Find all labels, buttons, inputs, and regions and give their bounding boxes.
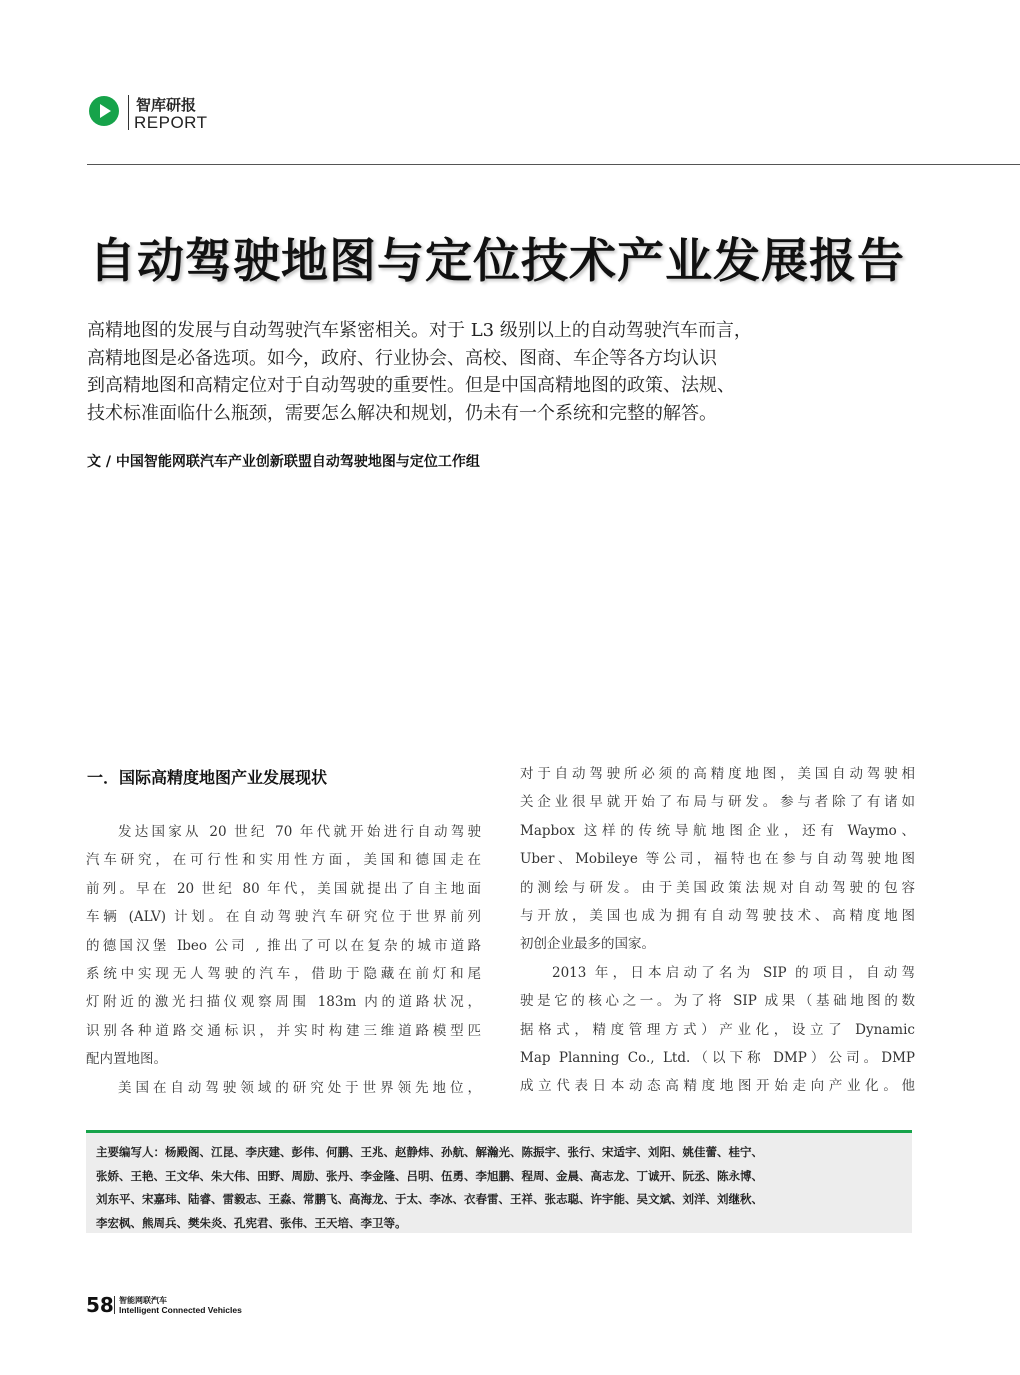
body-line: 关企业很早就开始了布局与研发。参与者除了有诸如	[520, 794, 915, 811]
body-line: 识别各种道路交通标识，并实时构建三维道路模型匹	[86, 1022, 481, 1039]
page-number: 58	[86, 1293, 114, 1317]
editor-line: 刘东平、宋嘉玮、陆睿、雷毅志、王淼、常鹏飞、高海龙、于太、李冰、衣春雷、王祥、张志聪、许宇能、吴文斌、刘洋、刘继秋、	[96, 1192, 763, 1206]
body-line: 成立代表日本动态高精度地图开始走向产业化。他	[520, 1078, 915, 1095]
body-line: 驶是它的核心之一。为了将 SIP 成果（基础地图的数	[520, 993, 915, 1010]
left-column	[86, 818, 481, 1102]
magazine-name-en: Intelligent Connected Vehicles	[119, 1305, 242, 1315]
footer-divider	[114, 1296, 115, 1314]
lead-line: 高精地图是必备选项。如今，政府、行业协会、高校、图商、车企等各方均认识	[87, 347, 717, 369]
editor-line: 主要编写人：杨殿阁、江昆、李庆建、彭伟、何鹏、王兆、赵静炜、孙航、解瀚光、陈振宇、张行、宋适宇、刘阳、姚佳蕾、桂宁、	[96, 1145, 763, 1159]
body-line: 2013 年，日本启动了名为 SIP 的项目，自动驾	[552, 964, 915, 981]
body-line: 美国在自动驾驶领域的研究处于世界领先地位，	[118, 1079, 481, 1096]
body-line: 汽车研究，在可行性和实用性方面，美国和德国走在	[86, 852, 481, 869]
lead-paragraph	[87, 317, 847, 427]
lead-line: 到高精地图和高精定位对于自动驾驶的重要性。但是中国高精地图的政策、法规、	[87, 375, 735, 396]
body-line: 对于自动驾驶所必须的高精度地图，美国自动驾驶相	[520, 766, 915, 782]
magazine-name-cn: 智能网联汽车	[119, 1296, 167, 1305]
body-line: 系统中实现无人驾驶的汽车，借助于隐藏在前灯和尾	[86, 965, 481, 982]
body-line: 前列。早在 20 世纪 80 年代，美国就提出了自主地面	[86, 880, 481, 897]
body-line: 发达国家从 20 世纪 70 年代就开始进行自动驾驶	[118, 824, 481, 840]
body-line: 灯附近的激光扫描仪观察周围 183m 内的道路状况，	[86, 994, 481, 1011]
body-line: 据格式，精度管理方式）产业化，设立了 Dynamic	[520, 1021, 915, 1038]
body-line: 的测绘与研发。由于美国政策法规对自动驾驶的包容	[520, 879, 915, 896]
right-column	[520, 760, 915, 1101]
byline: 文 / 中国智能网联汽车产业创新联盟自动驾驶地图与定位工作组	[87, 454, 480, 470]
body-line: Map Planning Co., Ltd.（以下称 DMP）公司。DMP	[520, 1049, 915, 1066]
body-line: 与开放，美国也成为拥有自动驾驶技术、高精度地图	[520, 907, 915, 924]
header-divider	[128, 95, 129, 130]
brand-en: REPORT	[134, 113, 208, 132]
play-icon	[89, 96, 119, 126]
section-heading: 一．国际高精度地图产业发展现状	[87, 768, 328, 787]
editor-line: 李宏枫、熊周兵、樊朱炎、孔宪君、张伟、王天培、李卫等。	[96, 1215, 407, 1230]
editors-box	[86, 1130, 912, 1233]
lead-line: 技术标准面临什么瓶颈，需要怎么解决和规划，仍未有一个系统和完整的解答。	[87, 402, 717, 424]
header-rule	[87, 164, 1020, 165]
body-line: 的德国汉堡 Ibeo 公司 , 推出了可以在复杂的城市道路	[86, 937, 481, 954]
body-line: 初创企业最多的国家。	[520, 936, 655, 953]
body-line: Mapbox 这样的传统导航地图企业，还有 Waymo、	[520, 822, 915, 839]
editor-line: 张娇、王艳、王文华、朱大伟、田野、周励、张丹、李金隆、吕明、伍勇、李旭鹏、程周、金晨、高志龙、丁诚开、阮丞、陈永博、	[96, 1168, 763, 1183]
article-title: 自动驾驶地图与定位技术产业发展报告	[89, 234, 905, 289]
lead-line: 高精地图的发展与自动驾驶汽车紧密相关。对于 L3 级别以上的自动驾驶汽车而言，	[87, 320, 752, 341]
body-line: 配内置地图。	[86, 1051, 167, 1068]
body-line: Uber、Mobileye 等公司，福特也在参与自动驾驶地图	[520, 851, 915, 868]
brand-cn: 智库研报	[136, 96, 197, 114]
body-line: 车辆 (ALV) 计划。在自动驾驶汽车研究位于世界前列	[86, 909, 481, 926]
